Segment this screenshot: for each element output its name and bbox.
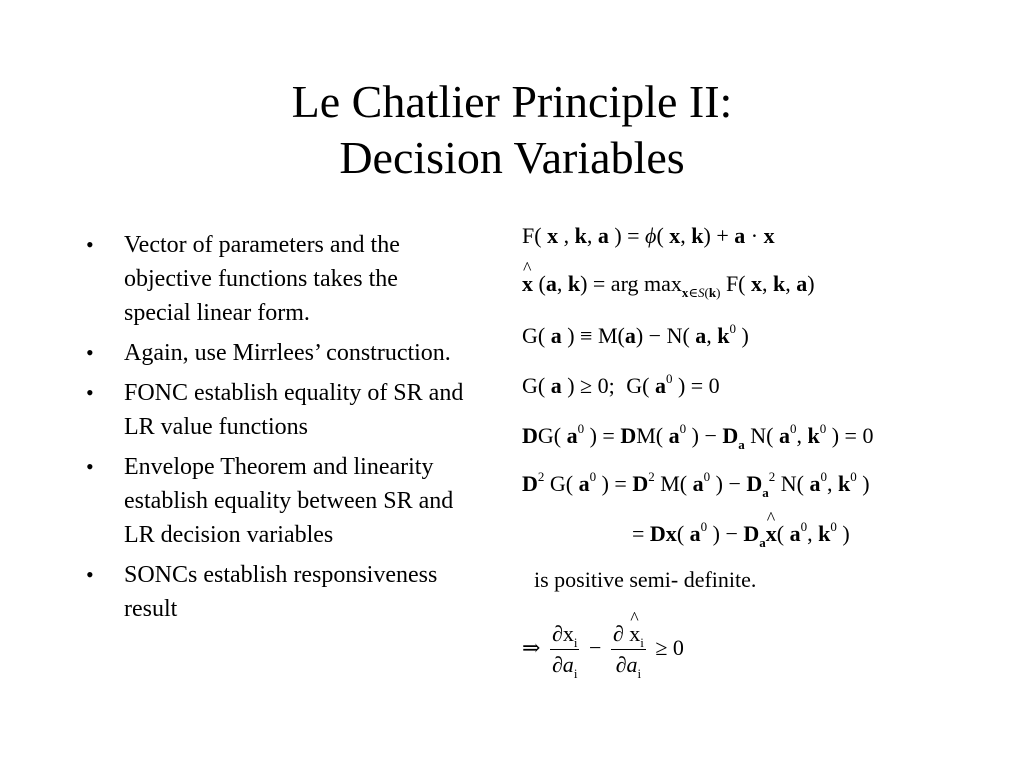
bullet-text: Envelope Theorem and linearity establish equality between SR and LR decision variables bbox=[124, 454, 454, 548]
equation-fonc: DG( $a^0$ ) = DM( $a^0$ ) − $D_a$ N( $a^0$, $k^0$ ) = 0 bbox=[522, 421, 874, 452]
fraction-xhat: $\frac{\partial \^{} x_i}{\partial a_i}$ bbox=[611, 621, 646, 678]
equation-g-cond: G( a ) ≥ 0; G( $a^0$ ) = 0 bbox=[522, 371, 720, 398]
slide-title bbox=[0, 74, 1024, 186]
equation-positive-text: is positive semi- definite. bbox=[534, 567, 757, 592]
bullet-text: SONCs establish responsiveness result bbox=[124, 562, 438, 622]
bullet-text: Again, use Mirrlees’ construction. bbox=[124, 340, 451, 366]
bullet-item bbox=[84, 376, 464, 444]
equation-argmax: ^ x (a, k) = arg $\max_{x\in S(k)} F$( x, k, a) bbox=[522, 270, 815, 298]
slide-title-line-1: Le Chatlier Principle II: bbox=[291, 76, 733, 127]
equation-sonc: $D^2$ G( $a^0$ ) = $D^2$ M( $a^0$ ) − $D_a^2$ N( $a^0$, $k^0$ ) bbox=[522, 469, 870, 500]
bullet-dot-icon: • bbox=[86, 232, 94, 257]
equation-result: ⇒ $\frac{\partial x_i}{\partial a_i}$ − $\frac{\partial \^{} x_i}{\partial a_i}$ ≥ 0 bbox=[522, 608, 684, 688]
equation-g-def: G( a ) ≡ M(a) − N( a, $k^0$ ) bbox=[522, 321, 749, 348]
bullet-dot-icon: • bbox=[86, 562, 94, 587]
bullet-dot-icon: • bbox=[86, 380, 94, 405]
bullet-item bbox=[84, 450, 464, 552]
equation-objective: F( x , k, a ) = ϕ( x, k) + a · x bbox=[522, 223, 775, 248]
bullet-text: Vector of parameters and the objective functions takes the special linear form. bbox=[124, 232, 400, 326]
fraction-x: $\frac{\partial x_i}{\partial a_i}$ bbox=[551, 621, 578, 682]
bullet-item bbox=[84, 336, 464, 370]
bullet-dot-icon: • bbox=[86, 454, 94, 479]
bullet-text: FONC establish equality of SR and LR value functions bbox=[124, 380, 464, 440]
equation-sonc-cont: = Dx( $a^0$ ) − $D_a\^{}$ x( $a^0$, $k^0$ ) bbox=[632, 520, 850, 548]
bullet-dot-icon: • bbox=[86, 340, 94, 365]
bullet-item bbox=[84, 228, 464, 330]
bullet-item bbox=[84, 558, 464, 626]
bullet-list bbox=[84, 228, 464, 632]
slide-title-line-2: Decision Variables bbox=[339, 132, 685, 183]
